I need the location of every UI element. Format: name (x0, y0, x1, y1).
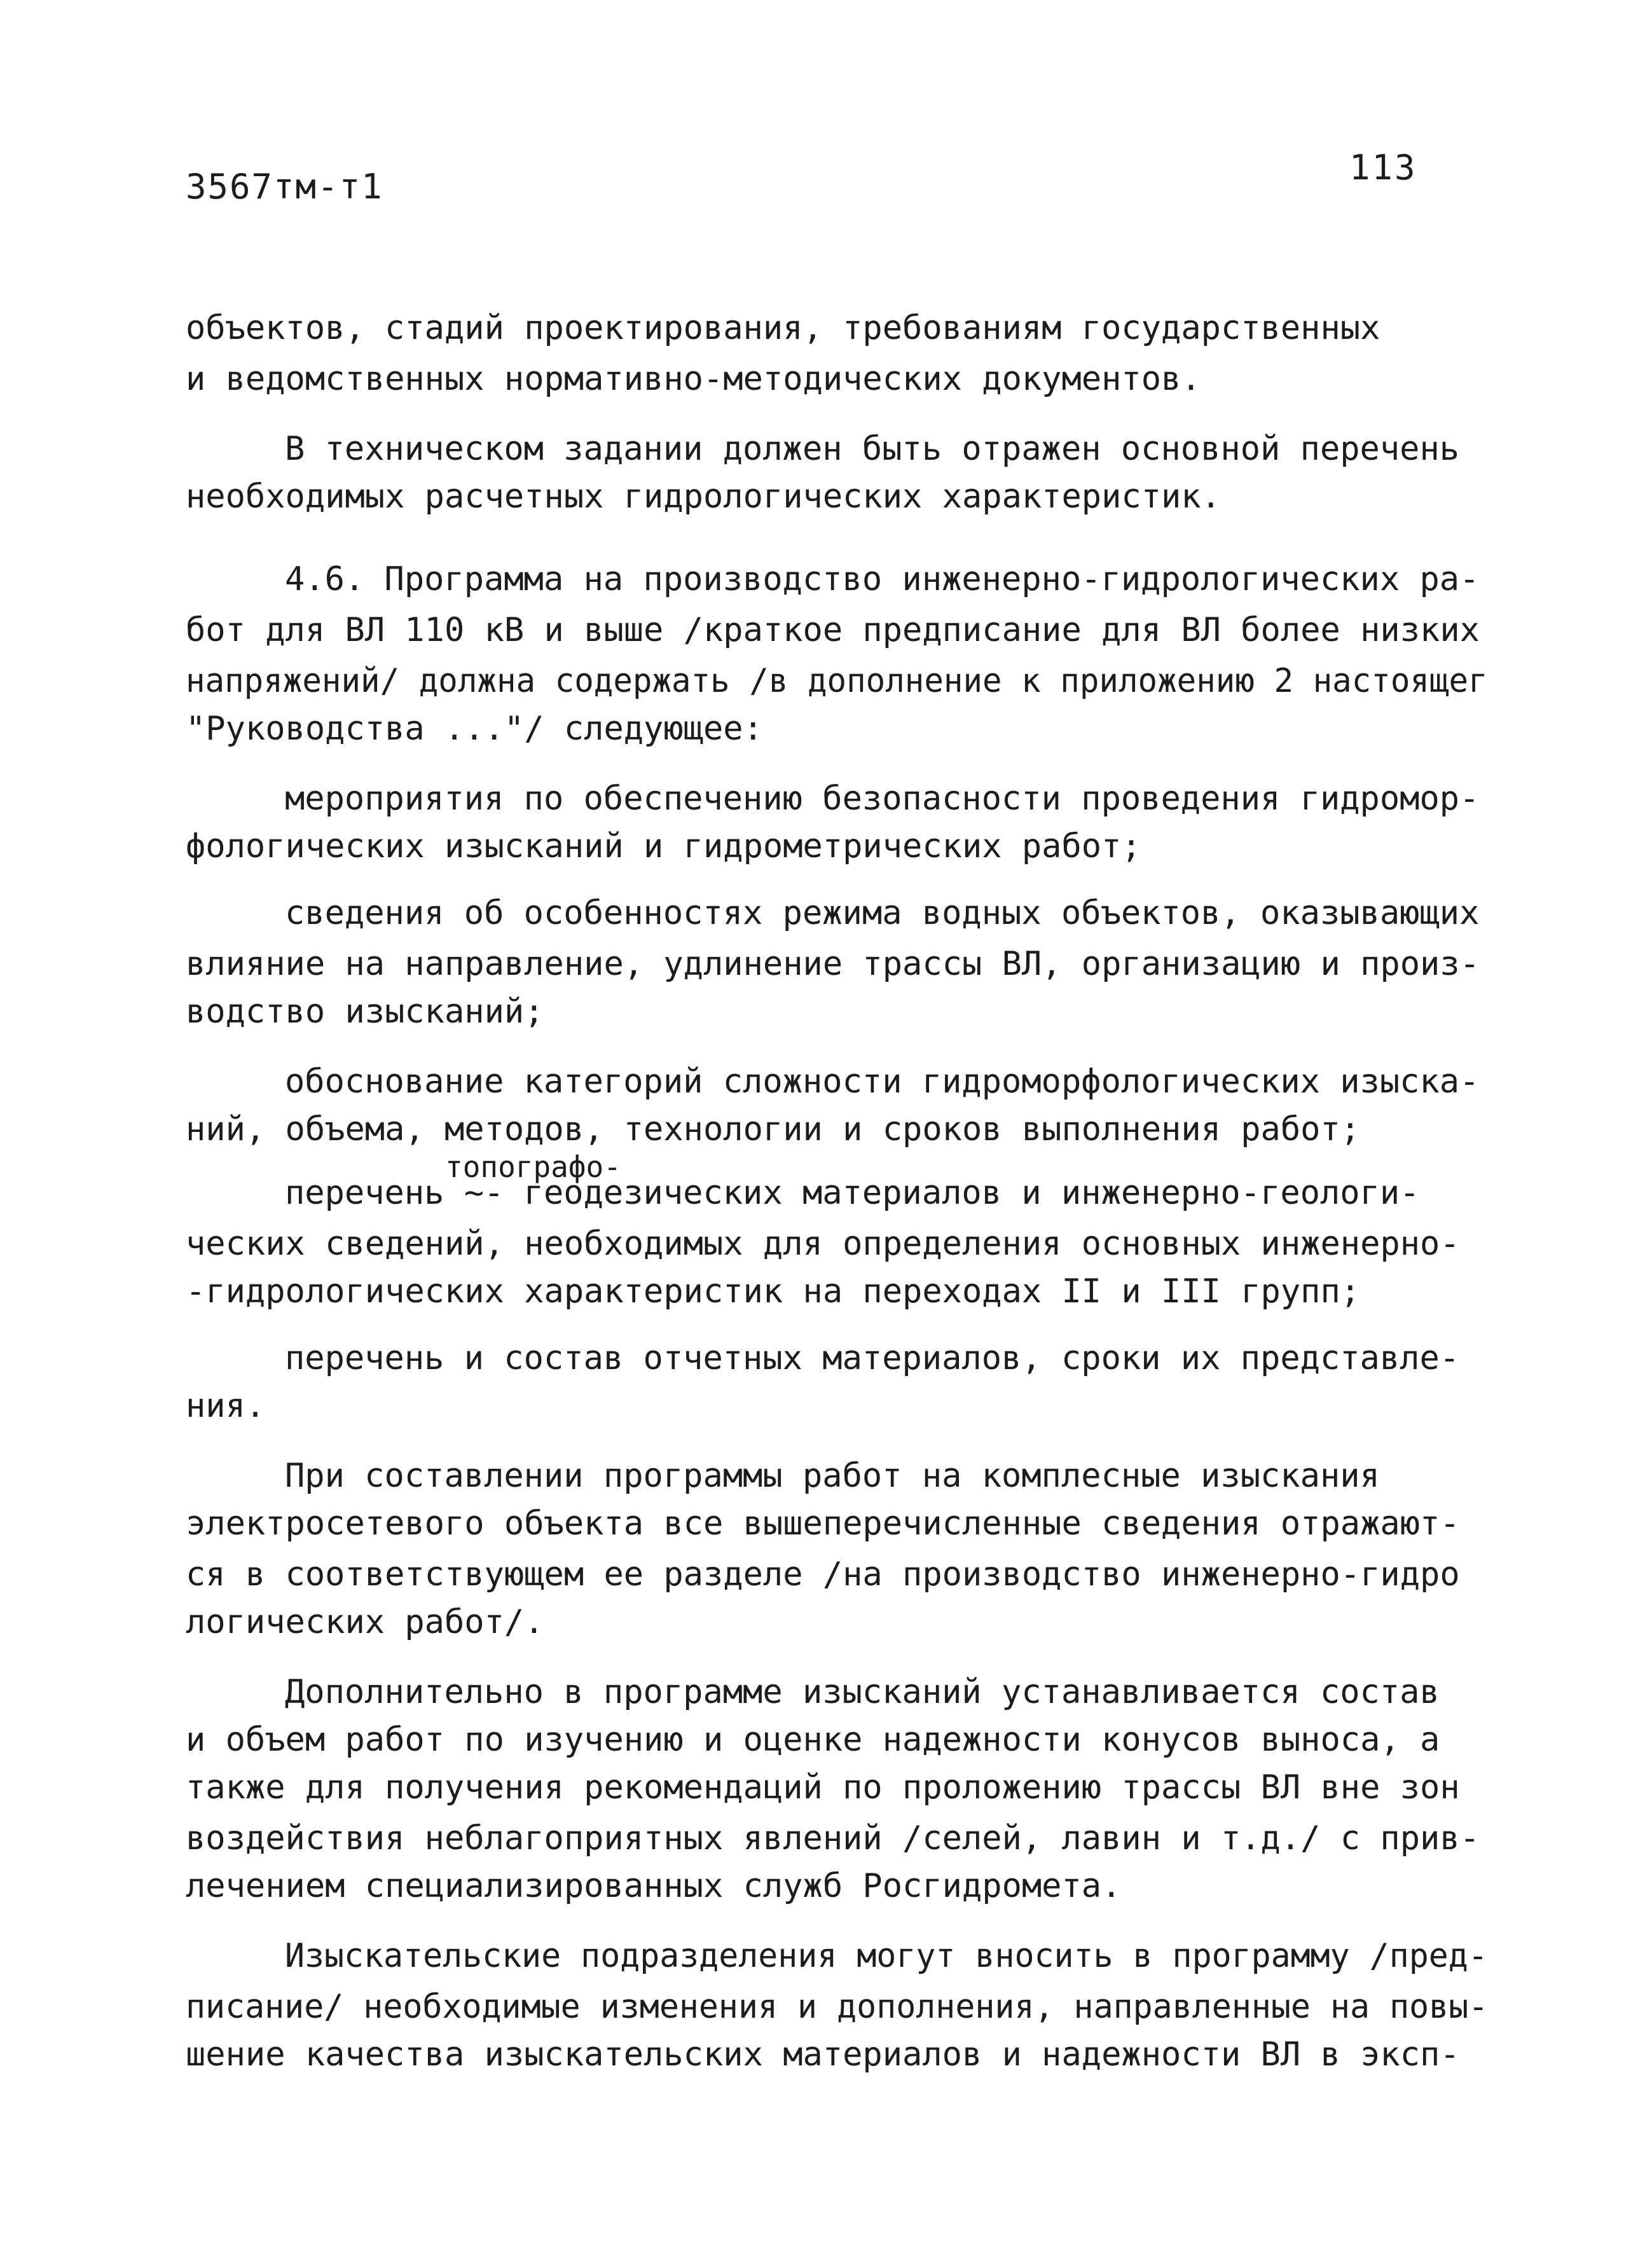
text-line: мероприятия по обеспечению безопасности проведения гидромор- (285, 780, 1480, 818)
text-line: фологических изысканий и гидрометрических работ; (186, 827, 1141, 865)
text-line: электросетевого объекта все вышеперечисленные сведения отражают- (186, 1505, 1460, 1543)
text-line: лечением специализированных служб Росгидромета. (186, 1867, 1122, 1905)
text-line: бот для ВЛ 110 кВ и выше /краткое предписание для ВЛ более низких (186, 611, 1480, 649)
text-line: также для получения рекомендаций по проложению трассы ВЛ вне зон (186, 1768, 1460, 1807)
text-line: ния. (186, 1387, 266, 1425)
text-line: ся в соответствующем ее разделе /на производство инженерно-гидро (186, 1555, 1460, 1594)
text-line: необходимых расчетных гидрологических характеристик. (186, 478, 1221, 516)
text-line: В техническом задании должен быть отражен основной перечень (285, 430, 1460, 468)
text-line: Дополнительно в программе изысканий устанавливается состав (285, 1673, 1440, 1711)
text-line: обоснование категорий сложности гидроморфологических изыска- (285, 1063, 1480, 1101)
text-line: сведения об особенностях режима водных объектов, оказывающих (285, 894, 1480, 932)
text-line: При составлении программы работ на комплесные изыскания (285, 1457, 1380, 1495)
text-line: объектов, стадий проектирования, требованиям государственных (186, 309, 1380, 347)
text-line: 4.6. Программа на производство инженерно-гидрологических ра- (285, 560, 1480, 598)
text-line: ний, объема, методов, технологии и сроков выполнения работ; (186, 1110, 1361, 1148)
text-line: "Руководства ..."/ следующее: (186, 710, 763, 748)
text-line: логических работ/. (186, 1603, 544, 1641)
document-code: 3567тм-т1 (186, 167, 383, 207)
text-line: Изыскательские подразделения могут вносить в программу /пред- (285, 1937, 1488, 1975)
text-line: перечень ~- геодезических материалов и инженерно-геологи- (285, 1174, 1420, 1212)
text-line: перечень и состав отчетных материалов, сроки их представле- (285, 1339, 1460, 1377)
page-number: 113 (1349, 148, 1417, 188)
text-line: воздействия неблагоприятных явлений /селей, лавин и т.д./ с прив- (186, 1819, 1480, 1857)
text-line: водство изысканий; (186, 993, 544, 1031)
text-line: напряжений/ должна содержать /в дополнение к приложению 2 настоящег (186, 662, 1488, 700)
text-line: шение качества изыскательских материалов и надежности ВЛ в эксп- (186, 2036, 1460, 2074)
text-line: -гидрологических характеристик на переходах II и III групп; (186, 1272, 1361, 1311)
text-line: ческих сведений, необходимых для определения основных инженерно- (186, 1225, 1460, 1263)
text-line: и объем работ по изучению и оценке надежности конусов выноса, а (186, 1721, 1440, 1759)
inserted-word: топографо- (445, 1150, 621, 1184)
text-line: писание/ необходимые изменения и дополнения, направленные на повы- (186, 1988, 1489, 2026)
text-line: влияние на направление, удлинение трассы ВЛ, организацию и произ- (186, 945, 1480, 983)
text-line: и ведомственных нормативно-методических документов. (186, 360, 1201, 398)
